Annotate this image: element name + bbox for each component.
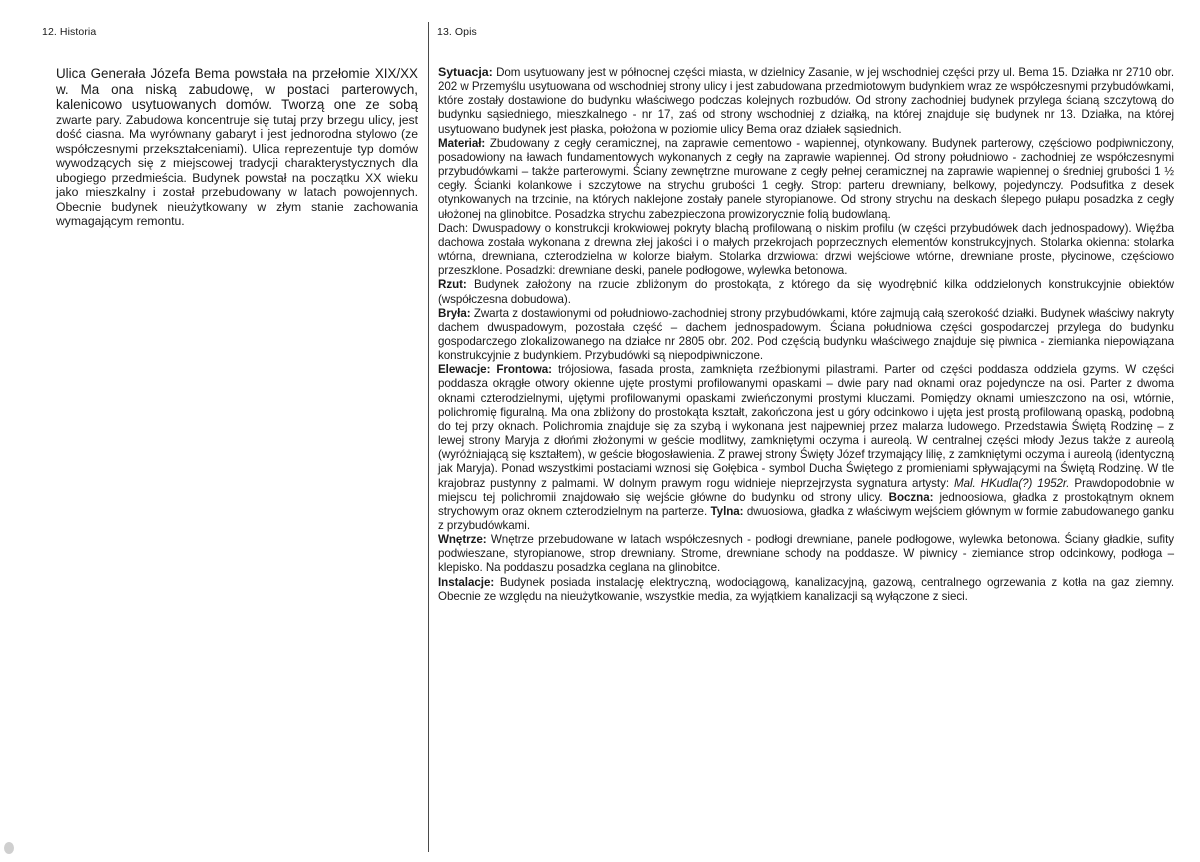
section-header-opis: 13. Opis (437, 26, 477, 38)
paragraph-rzut (438, 278, 1174, 306)
text-bryla: Zwarta z dostawionymi od południowo-zachodniej strony przybudówkami, które zajmują całą szerokość działki. Budynek właściwy nakryty dachem dwuspadowym, pozostała część – dachem jednospadowym. Ściana południowa części gospodarczej przylega do budynku gospodarczego zlokalizowanego na działce nr 2805 obr. 202. Pod częścią budynku właściwego znajduje się piwnica - ziemianka niepowiązana konstrukcyjnie z budynkiem. Przybudówki są niepodpiwniczone. (438, 306, 1175, 363)
paragraph-material (438, 137, 1174, 222)
artist-signature: Mal. HKudla(?) 1952r. (953, 476, 1070, 490)
label-instalacje: Instalacje: (438, 575, 495, 589)
text-dach: Dach: Dwuspadowy o konstrukcji krokwiowej pokryty blachą profilowaną o niskim profilu (w części przybudówek dach jednospadowy). Więźba dachowa została wykonana z drewna złej jakości i o małych przekrojach poprzecznych elementów konstrukcyjnych. Stolarka okienna: stolarka wtórna, drewniana, czterodzielna w kolorze białym. Stolarka drzwiowa: drzwi wejściowe wtórne, drewniane proste, płycinowe, częściowo przeszklone. Posadzki: drewniane deski, panele podłogowe, wylewka betonowa. (438, 221, 1174, 278)
label-sytuacja: Sytuacja: (438, 65, 493, 79)
paragraph-dach (438, 222, 1174, 279)
label-rzut: Rzut: (438, 278, 467, 292)
paragraph-instalacje (438, 576, 1174, 604)
scan-artifact-mark (4, 842, 14, 854)
historia-text (56, 66, 418, 229)
label-bryla: Bryła: (438, 306, 471, 320)
label-elewacje: Elewacje: Frontowa: (438, 363, 552, 377)
text-boczna: jednoosiowa, gładka z prostokątnym oknem strychowym oraz oknem czterodzielnym na parterze. (438, 490, 1174, 518)
text-instalacje: Budynek posiada instalację elektryczną, wodociągową, kanalizacyjną, gazową, centralnego ogrzewania z kotła na gaz ziemny. Obecnie ze względu na nieużytkowanie, wszystkie media, za wyjątkiem kanalizacji są wyłączone z sieci. (438, 575, 1175, 603)
paragraph-sytuacja (438, 65, 1174, 137)
label-wnetrze: Wnętrze: (438, 533, 487, 547)
text-rzut: Budynek założony na rzucie zbliżonym do prostokąta, z którego da się wyodrębnić kilka oddzielonych konstrukcyjnie obiektów (współczesna dobudowa). (438, 278, 1175, 306)
label-tylna: Tylna: (710, 504, 744, 518)
text-material: Zbudowany z cegły ceramicznej, na zaprawie cementowo - wapiennej, otynkowany. Budynek parterowy, częściowo podpiwniczony, posadowiony na ławach fundamentowych wykonanych z cegły na zaprawie wapiennej. Od strony południowo - zachodniej ze współczesnymi przybudówkami – także parterowymi. Ściany zewnętrzne murowane z cegły pełnej ceramicznej na zaprawie wapiennej o średniej grubości 1 ½ cegły. Ścianki kolankowe i szczytowe na strychu grubości 1 cegły. Strop: parteru drewniany, belkowy, pojedynczy. Podsufitka z desek otynkowanych na trzcinie, na których naklejone zostały panele styropianowe. Od strony strychu na deskach ślepego pułapu posadzka z cegły ułożonej na glinobitce. Posadzka strychu zabezpieczona prowizorycznie folią budowlaną. (438, 136, 1175, 221)
paragraph-bryla (438, 307, 1174, 364)
column-divider (428, 22, 429, 852)
text-tylna: dwuosiowa, gładka z właściwym wejściem głównym w formie zabudowanego ganku z przybudówkami. (438, 504, 1175, 532)
label-boczna: Boczna: (888, 490, 934, 504)
text-elewacje-2: Prawdopodobnie w miejscu tej polichromii znajdowało się wejście główne do budynku od strony ulicy. (438, 476, 1174, 504)
text-elewacje: trójosiowa, fasada prosta, zamknięta rzeźbionymi pilastrami. Parter od części poddasza oddziela gzyms. W części poddasza okrągłe otwory okienne ujęte prostymi profilowanymi opaskami – dwie pary nad oknami oraz pojedyncze na osi. Parter z dwoma oknami czterodzielnymi, ujętymi profilowanymi opaskami zwieńczonymi prostymi kluczami. Pomiędzy oknami umieszczono na osi, wtórnie, polichromię figuralną. Ma ona zbliżony do prostokąta kształt, zakończona jest u góry odcinkowo i ujęta jest prostą profilowaną opaską, podobną do tej przy oknach. Polichromia znajduje się za szybą i wykonana jest najpewniej przez malarza ludowego. Przedstawia Świętą Rodzinę – z lewej strony Maryja z dłońmi złożonymi w geście modlitwy, zamkniętymi oczyma i aureolą. W centralnej części młody Jezus także z aureolą (wyróżniającą się kształtem), w geście błogosławienia. Z prawej strony Święty Józef trzymający lilię, z zamkniętymi oczyma i aureolą (identyczną jak Maryja). Ponad wszystkimi postaciami wznosi się Gołębica - symbol Ducha Świętego z promieniami spływającymi na Świętą Rodzinę. W tle krajobraz pustynny z palmami. W dolnym prawym rogu widnieje nieprzejrzysta sygnatura artysty: (438, 363, 1174, 490)
paragraph-wnetrze (438, 533, 1174, 575)
paragraph-elewacje (438, 363, 1174, 533)
text-wnetrze: Wnętrze przebudowane w latach współczesnych - podłogi drewniane, panele podłogowe, wylewka betonowa. Ściany gładkie, sufity podwieszane, styropianowe, strop drewniany. Strome, drewniane schody na poddasze. W piwnicy - ziemiance strop odcinkowy, podłoga – klepisko. Na poddaszu posadzka ceglana na glinobitce. (438, 533, 1174, 575)
section-header-historia: 12. Historia (42, 26, 97, 38)
opis-text (438, 65, 1174, 604)
historia-text-intro: Ulica Generała Józefa Bema powstała na przełomie XIX/XX w. Ma ona niską zabudowę, w postaci parterowych, kalenicowo usytuowanych domów. Tworzą one ze sobą (56, 66, 418, 112)
text-sytuacja: Dom usytuowany jest w północnej części miasta, w dzielnicy Zasanie, w jej wschodniej części przy ul. Bema 15. Działka nr 2710 obr. 202 w Przemyślu usytuowana od wschodniej strony ulicy i jest zabudowana przedmiotowym budynkiem wraz ze współczesnymi przybudówkami, które zostały dostawione do budynku właściwego podczas kolejnych rozbudów. Od strony zachodniej budynek przylega ścianą szczytową do budynku sąsiedniego, mieszkalnego - nr 17, zaś od strony wschodniej z działką, na której znajduje się budynek nr 13. Działka, na której usytuowano budynek jest płaska, położona w poziomie ulicy Bema oraz działek sąsiednich. (438, 66, 1175, 136)
historia-text-body: zwarte pary. Zabudowa koncentruje się tutaj przy brzegu ulicy, jest dość ciasna. Ma wyrównany gabaryt i jest jednorodna stylowo (ze współczesnymi przekształceniami). Ulica reprezentuje typ domów wywodzących się z miejscowej tradycji charakterystycznych dla ubogiego przedmieścia. Budynek powstał na początku XX wieku jako mieszkalny i został przebudowany w latach powojennych. Obecnie budynek nieużytkowany w złym stanie zachowania wymagającym remontu. (56, 112, 418, 228)
label-material: Materiał: (438, 136, 486, 150)
